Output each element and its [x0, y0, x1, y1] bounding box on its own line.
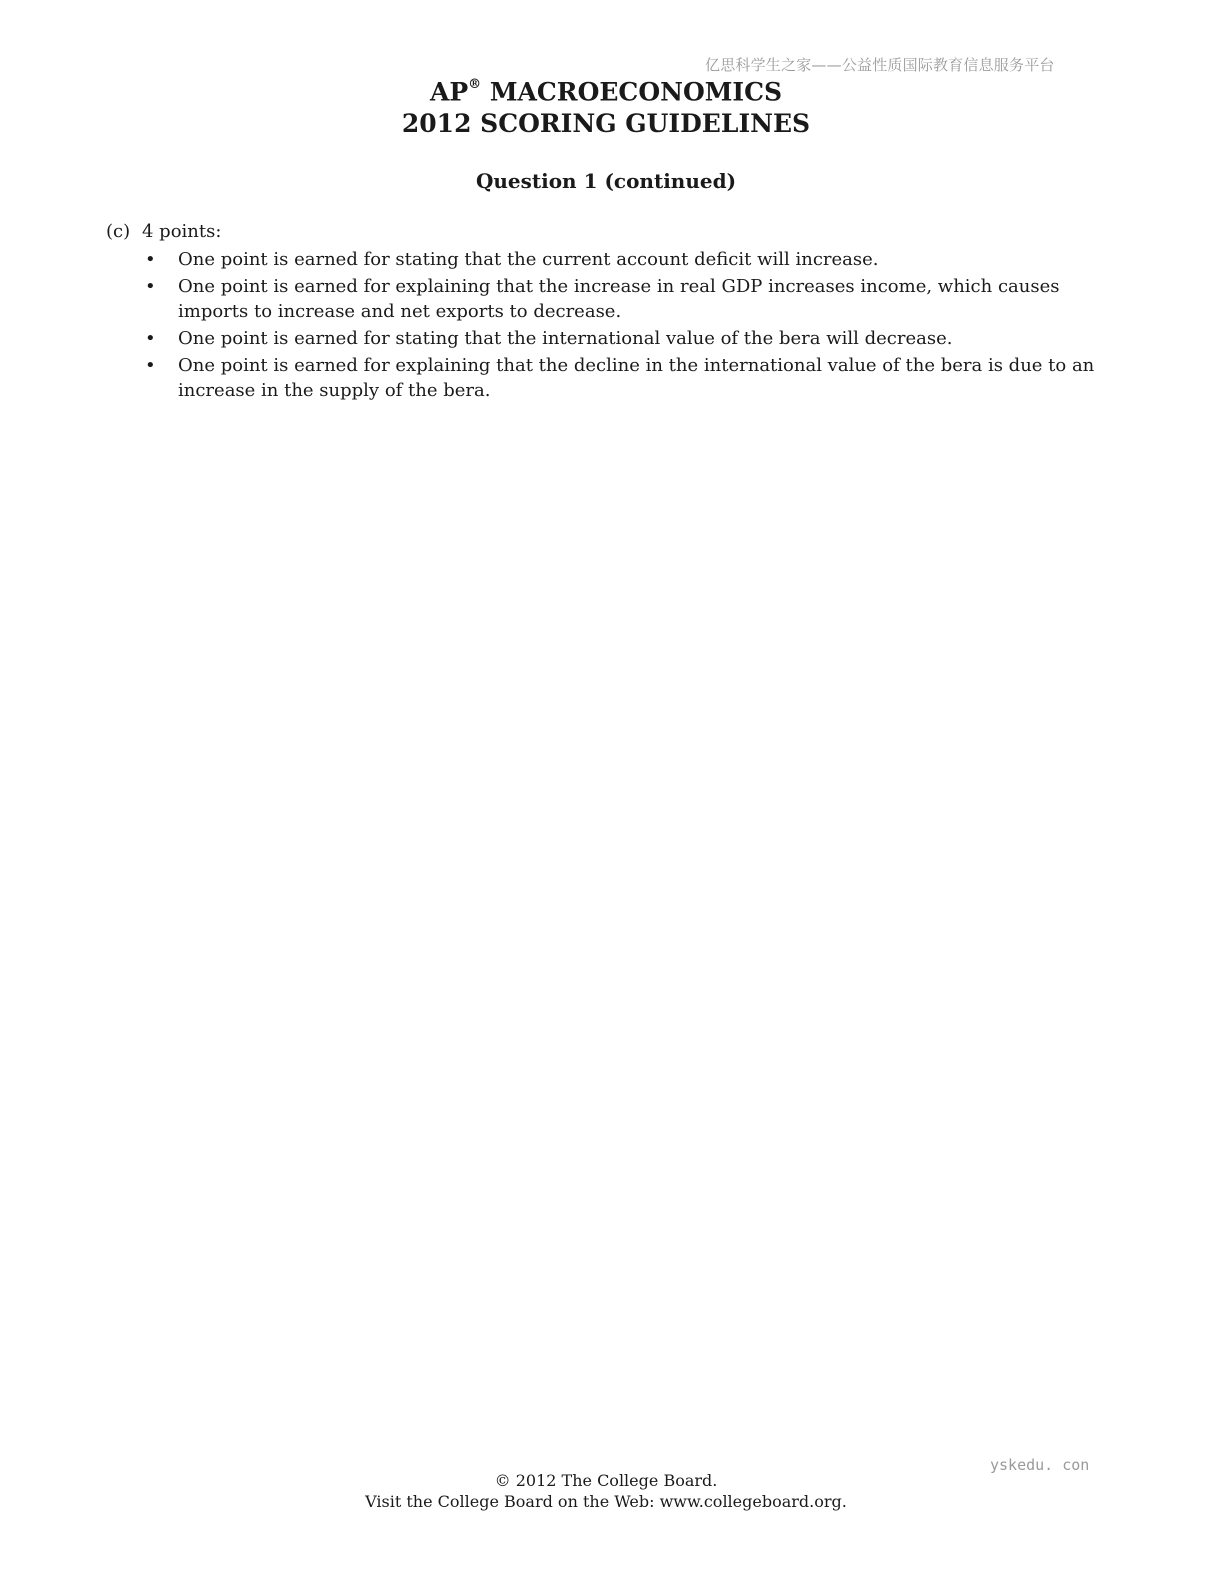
- bullet-icon: •: [145, 249, 156, 270]
- page-footer: [0, 1470, 1212, 1512]
- question-heading: Question 1 (continued): [475, 169, 737, 193]
- registered-mark: ®: [468, 77, 482, 92]
- scoring-bullet-list: [143, 247, 1118, 405]
- document-subtitle: 2012 SCORING GUIDELINES: [401, 109, 811, 139]
- title-prefix: AP: [429, 77, 469, 107]
- bullet-icon: •: [145, 328, 156, 349]
- document-title: [0, 72, 1212, 108]
- copyright-text: © 2012 The College Board.: [494, 1471, 718, 1490]
- list-item: [143, 353, 1118, 403]
- list-item-text: One point is earned for stating that the international value of the bera will decrease.: [178, 328, 953, 349]
- website-text: Visit the College Board on the Web: www.collegeboard.org.: [365, 1492, 847, 1511]
- list-item-text: One point is earned for explaining that the decline in the international value of the bera is due to an increase in the supply of the bera.: [178, 355, 1095, 401]
- page-header: [0, 72, 1212, 140]
- bullet-icon: •: [145, 355, 156, 376]
- title-suffix: MACROECONOMICS: [481, 77, 783, 107]
- footer-watermark: yskedu. con: [990, 1456, 1090, 1474]
- list-item-text: One point is earned for stating that the current account deficit will increase.: [178, 249, 879, 270]
- bullet-icon: •: [145, 276, 156, 297]
- list-item: [143, 326, 1118, 351]
- part-label: (c): [106, 221, 131, 242]
- list-item: [143, 274, 1118, 324]
- list-item-text: One point is earned for explaining that the increase in real GDP increases income, which causes imports to increase and net exports to decrease.: [178, 276, 1060, 322]
- part-points: 4 points:: [142, 221, 222, 242]
- part-heading: [106, 219, 221, 244]
- list-item: [143, 247, 1118, 272]
- watermark-text: 亿思科学生之家——公益性质国际教育信息服务平台: [705, 56, 1055, 74]
